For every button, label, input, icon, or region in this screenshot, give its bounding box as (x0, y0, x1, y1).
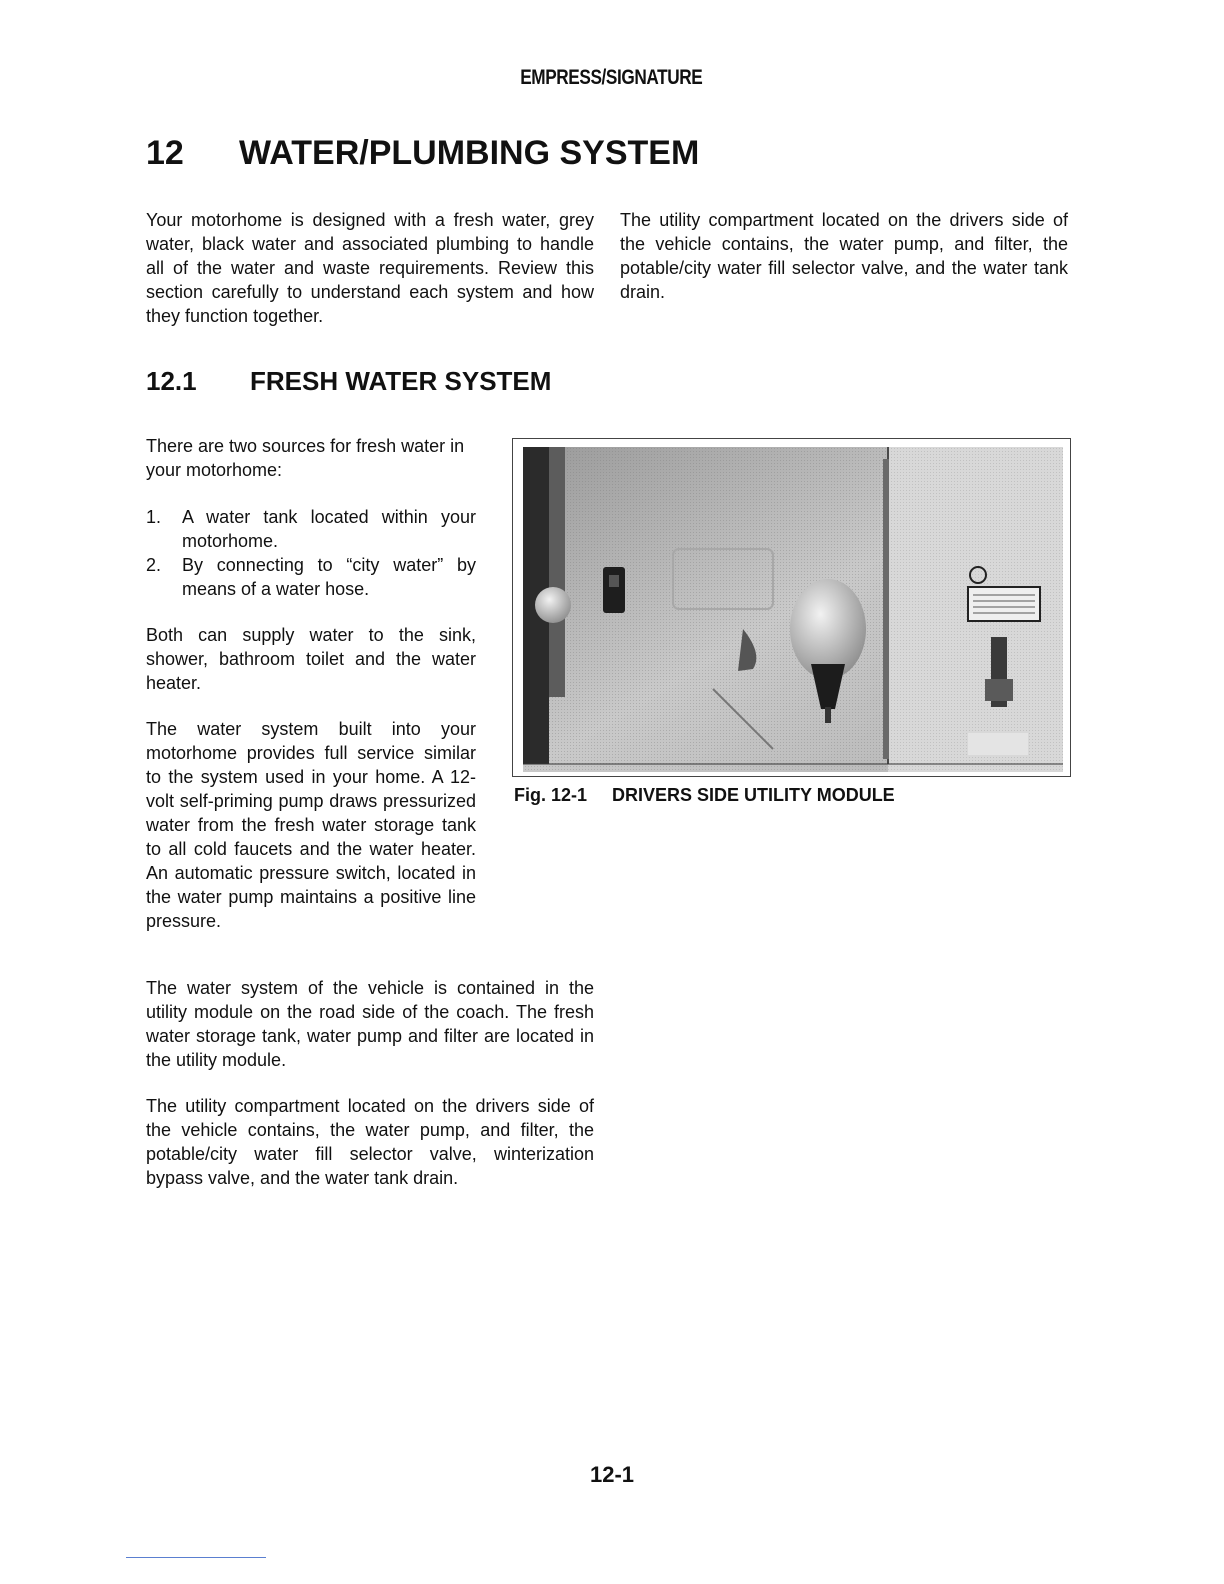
chapter-heading (146, 134, 699, 173)
sources-intro: There are two sources for fresh water in your motorhome: (146, 436, 465, 480)
running-header: EMPRESS/SIGNATURE (520, 66, 703, 89)
sources-list (146, 505, 476, 601)
figure-caption (514, 785, 895, 806)
page-number: 12-1 (589, 1462, 635, 1487)
compartment-paragraph: The utility compartment located on the drivers side of the vehicle contains, the water pump, and filter, the potable/city water fill selector valve, winterization bypass valve, and the water tank drain. (146, 1096, 594, 1188)
system-paragraph: The water system built into your motorhome provides full service similar to the system used in your home. A 12-volt self-priming pump draws pressurized water from the fresh water storage tank to all cold faucets and the water heater. An automatic pressure switch, located in the water pump maintains a positive line pressure. (146, 719, 476, 931)
section-title: FRESH WATER SYSTEM (250, 366, 552, 396)
utility-module-photo (513, 439, 1070, 776)
switch-icon (603, 567, 625, 613)
figure-label: Fig. 12-1 (514, 785, 588, 805)
warning-label-icon (968, 587, 1040, 621)
intro-paragraph-right: The utility compartment located on the drivers side of the vehicle contains, the water pump, and filter, the potable/city water fill selector valve, and the water tank drain. (620, 210, 1068, 302)
list-text: A water tank located within your motorhome. (182, 507, 476, 551)
figure-caption-text: DRIVERS SIDE UTILITY MODULE (612, 785, 895, 805)
section-number: 12.1 (146, 366, 197, 396)
supply-paragraph: Both can supply water to the sink, shower, bathroom toilet and the water heater. (146, 625, 476, 693)
list-text: By connecting to “city water” by means of a water hose. (182, 555, 476, 599)
figure-photo (512, 438, 1071, 777)
list-index: 1. (146, 507, 162, 527)
chapter-number: 12 (146, 134, 184, 172)
list-index: 2. (146, 555, 162, 575)
section-heading (146, 366, 551, 397)
contained-paragraph: The water system of the vehicle is contained in the utility module on the road side of the coach. The fresh water storage tank, water pump and filter are located in the utility module. (146, 978, 594, 1070)
footer-rule (126, 1557, 266, 1558)
list-item (146, 553, 476, 601)
intro-paragraph-left: Your motorhome is designed with a fresh water, grey water, black water and associated plumbing to handle all of the water and waste requirements. Review this section carefully to understand each system and how they function together. (146, 210, 594, 326)
list-item (146, 505, 476, 553)
chapter-title: WATER/PLUMBING SYSTEM (239, 134, 700, 172)
